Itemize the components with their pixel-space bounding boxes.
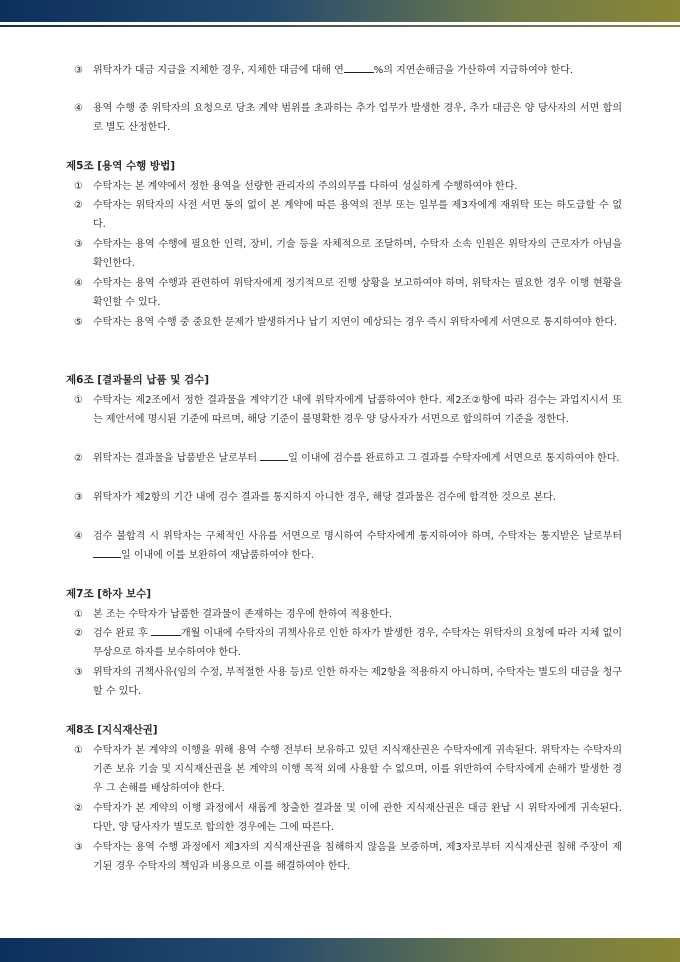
item-number: ③ <box>74 667 83 678</box>
item-number: ③ <box>74 239 83 250</box>
article-5-item-2 <box>74 196 622 234</box>
article-4-item-4 <box>74 99 622 137</box>
item-text: 수탁자는 용역 수행에 필요한 인력, 장비, 기술 등을 자체적으로 조달하며, 수탁자 소속 인원은 위탁자의 근로자가 아님을 확인한다. <box>93 239 622 269</box>
blank-fill-in[interactable] <box>93 546 121 558</box>
article-5-item-4 <box>74 274 622 312</box>
article-6-item-1 <box>74 391 622 429</box>
item-text: 검수 완료 후 개월 이내에 수탁자의 귀책사유로 인한 하자가 발생한 경우, 수탁자는 위탁자의 요청에 따라 지체 없이 무상으로 하자를 보수하여야 한다. <box>93 624 622 662</box>
article-7-heading: 제7조 [하자 보수] <box>66 588 152 600</box>
blank-fill-in[interactable] <box>260 449 288 461</box>
item-text: 수탁자는 제2조에서 정한 결과물을 계약기간 내에 위탁자에게 납품하여야 한다. 제2조②항에 따라 검수는 과업지시서 또는 제안서에 명시된 기준에 따르며, 해당 기준이 불명확한 경우 양 당사자가 서면으로 합의하여 기준을 정한다. <box>93 395 622 425</box>
article-5-item-5 <box>74 313 622 332</box>
article-7-item-1 <box>74 605 622 624</box>
article-7-item-2 <box>74 624 622 662</box>
item-number: ③ <box>74 65 83 76</box>
item-text: 수탁자는 용역 수행 중 중요한 문제가 발생하거나 납기 지연이 예상되는 경우 즉시 위탁자에게 서면으로 통지하여야 한다. <box>93 317 618 328</box>
item-number: ① <box>74 609 83 620</box>
article-7-item-3 <box>74 663 622 701</box>
article-6-heading: 제6조 [결과물의 납품 및 검수] <box>66 374 210 386</box>
item-text: 수탁자가 본 계약의 이행을 위해 용역 수행 전부터 보유하고 있던 지식재산권은 수탁자에게 귀속된다. 위탁자는 수탁자의 기존 보유 기술 및 지식재산권을 본 계약의 이행 목적 외에 사용할 수 없으며, 이를 위반하여 수탁자에게 손해가 발생한 경우 그 손해를 배상하여야 한다. <box>93 745 622 794</box>
item-number: ② <box>74 200 83 211</box>
blank-fill-in[interactable] <box>344 61 374 73</box>
item-text: 검수 불합격 시 위탁자는 구체적인 사유를 서면으로 명시하여 수탁자에게 통지하여야 하며, 수탁자는 통지받은 날로부터 일 이내에 이를 보완하여 재납품하여야 한다. <box>93 531 622 561</box>
item-text: 수탁자는 위탁자의 사전 서면 동의 없이 본 계약에 따른 용역의 전부 또는 일부를 제3자에게 재위탁 또는 하도급할 수 없다. <box>93 200 622 230</box>
item-number: ② <box>74 453 83 464</box>
footer-color-bar <box>0 938 680 962</box>
article-8-item-1 <box>74 741 622 798</box>
article-8-item-3 <box>74 838 622 876</box>
article-5-item-1 <box>74 177 622 196</box>
item-number: ③ <box>74 492 83 503</box>
article-6-item-2 <box>74 449 622 468</box>
article-4-item-3 <box>74 61 622 80</box>
item-number: ④ <box>74 103 83 114</box>
article-6-item-4 <box>74 527 622 565</box>
article-5-heading: 제5조 [용역 수행 방법] <box>66 160 176 172</box>
item-text: 수탁자는 본 계약에서 정한 용역을 선량한 관리자의 주의의무를 다하여 성실하게 수행하여야 한다. <box>93 181 518 192</box>
item-text: 위탁자의 귀책사유(임의 수정, 부적절한 사용 등)로 인한 하자는 제2항을 적용하지 아니하며, 수탁자는 별도의 대금을 청구할 수 있다. <box>93 667 622 697</box>
item-number: ② <box>74 803 83 814</box>
item-text: 본 조는 수탁자가 납품한 결과물이 존재하는 경우에 한하여 적용한다. <box>93 609 393 620</box>
item-text: 수탁자는 용역 수행 과정에서 제3자의 지식재산권을 침해하지 않음을 보증하며, 제3자로부터 지식재산권 침해 주장이 제기된 경우 수탁자의 책임과 비용으로 이를 해결하여야 한다. <box>93 842 622 872</box>
item-number: ⑤ <box>74 317 83 328</box>
item-text: 용역 수행 중 위탁자의 요청으로 당초 계약 범위를 초과하는 추가 업무가 발생한 경우, 추가 대금은 양 당사자의 서면 합의로 별도 산정한다. <box>93 103 622 133</box>
item-text: 위탁자가 제2항의 기간 내에 검수 결과를 통지하지 아니한 경우, 해당 결과물은 검수에 합격한 것으로 본다. <box>93 492 556 503</box>
article-6-item-3 <box>74 488 622 507</box>
item-text: 수탁자는 용역 수행과 관련하여 위탁자에게 정기적으로 진행 상황을 보고하여야 하며, 위탁자는 필요한 경우 이행 현황을 확인할 수 있다. <box>93 278 622 308</box>
article-5-item-3 <box>74 235 622 273</box>
item-text: 위탁자가 대금 지급을 지체한 경우, 지체한 대금에 대해 연 %의 지연손해금을 가산하여 지급하여야 한다. <box>93 61 622 80</box>
item-number: ① <box>74 181 83 192</box>
item-number: ④ <box>74 278 83 289</box>
item-number: ① <box>74 395 83 406</box>
item-number: ① <box>74 745 83 756</box>
article-8-item-2 <box>74 799 622 837</box>
item-number: ④ <box>74 531 83 542</box>
item-text: 수탁자가 본 계약의 이행 과정에서 새롭게 창출한 결과물 및 이에 관한 지식재산권은 대금 완납 시 위탁자에게 귀속된다. 다만, 양 당사자가 별도로 합의한 경우에는 그에 따른다. <box>93 803 622 833</box>
header-rule-line <box>0 25 680 27</box>
blank-fill-in[interactable] <box>151 624 181 636</box>
item-number: ② <box>74 628 83 639</box>
header-color-bar <box>0 0 680 22</box>
item-text: 위탁자는 결과물을 납품받은 날로부터 일 이내에 검수를 완료하고 그 결과를 수탁자에게 서면으로 통지하여야 한다. <box>93 449 622 468</box>
article-8-heading: 제8조 [지식재산권] <box>66 724 158 736</box>
item-number: ③ <box>74 842 83 853</box>
